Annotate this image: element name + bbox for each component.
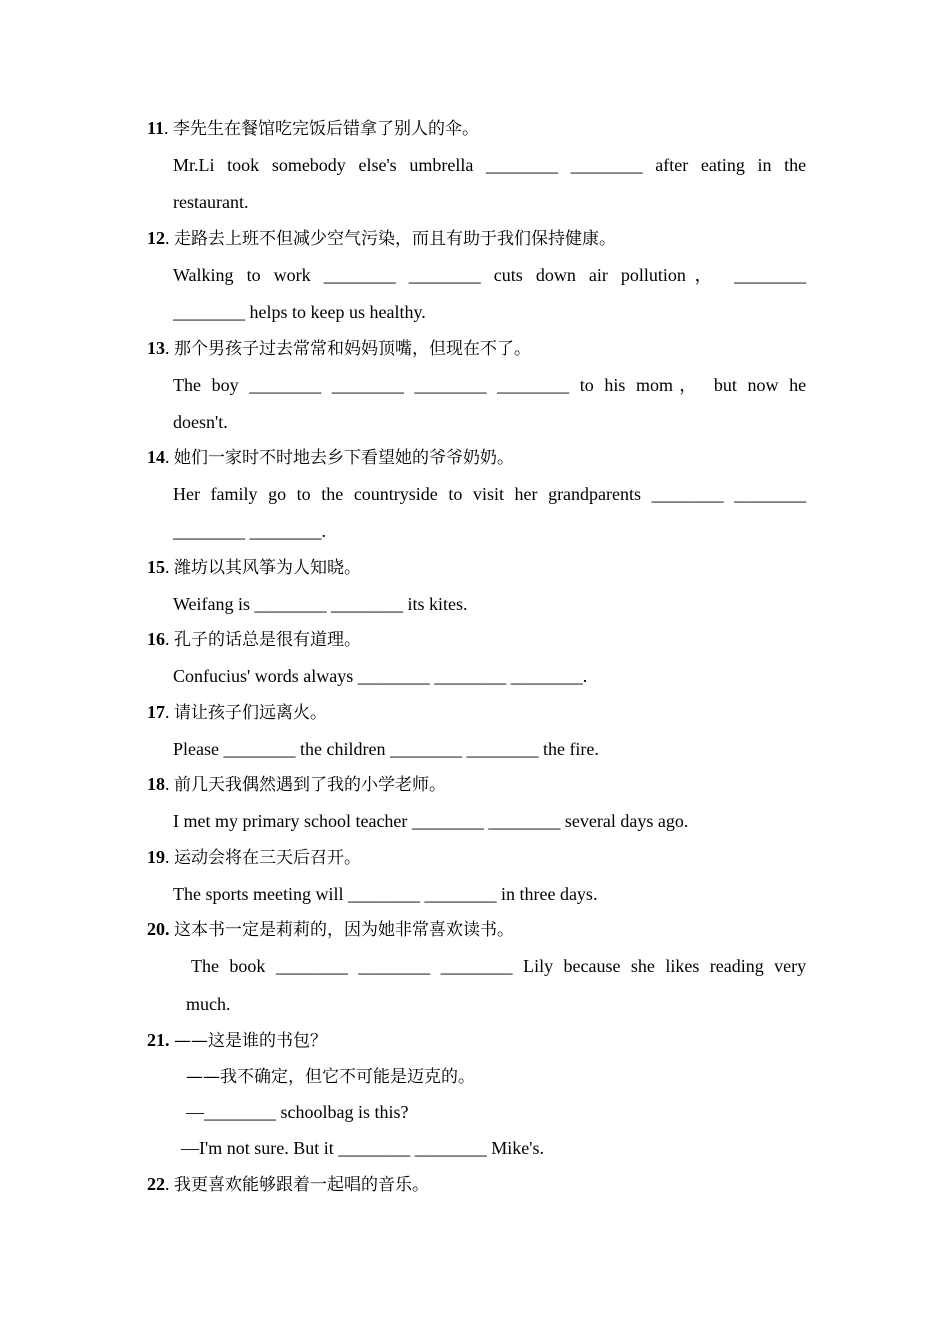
word: boy	[211, 375, 239, 395]
answer-blank: ________	[249, 375, 322, 395]
word: she	[630, 956, 655, 976]
question-20-english-line1	[191, 955, 806, 977]
question-chinese: 请让孩子们远离火。	[174, 703, 327, 723]
question-21-chinese-dialogue-2: ——我不确定，但它不可能是迈克的。	[186, 1067, 475, 1087]
answer-blank: ________	[570, 155, 643, 175]
answer-blank: ________	[275, 956, 348, 976]
question-chinese: 那个男孩子过去常常和妈妈顶嘴，但现在不了。	[174, 339, 531, 359]
question-number: 22	[147, 1174, 165, 1194]
word: cuts	[493, 265, 523, 285]
question-number: 18	[147, 774, 165, 794]
word: he	[789, 375, 807, 395]
word: Lily	[523, 956, 554, 976]
question-number: 16	[147, 629, 165, 649]
word: very	[774, 956, 807, 976]
question-number: 15	[147, 557, 165, 577]
question-chinese: 这本书一定是莉莉的，因为她非常喜欢读书。	[174, 920, 514, 940]
question-number: 13	[147, 338, 165, 358]
question-chinese: 潍坊以其风筝为人知晓。	[174, 558, 361, 578]
question-17-title: 17. 请让孩子们远离火。	[147, 702, 327, 723]
question-21-english-dialogue-2: —I'm not sure. But it ________ ________ Mike's.	[181, 1138, 544, 1158]
answer-blank: ________	[331, 375, 404, 395]
word: to	[579, 375, 594, 395]
question-number: 17	[147, 702, 165, 722]
question-chinese: 李先生在餐馆吃完饭后错拿了别人的伞。	[173, 119, 480, 139]
question-14-english-line2: ________ ________.	[173, 521, 326, 541]
word: after	[655, 155, 689, 175]
word: umbrella	[409, 155, 474, 175]
word: mom，	[636, 375, 704, 395]
question-15-english: Weifang is ________ ________ its kites.	[173, 594, 468, 614]
question-16-title: 16. 孔子的话总是很有道理。	[147, 629, 361, 650]
word: in	[757, 155, 772, 175]
word: work	[273, 265, 311, 285]
word: to	[296, 484, 311, 504]
question-number: 11	[147, 118, 165, 138]
question-15-title: 15. 潍坊以其风筝为人知晓。	[147, 557, 361, 578]
word: her	[514, 484, 538, 504]
answer-blank: ________	[734, 484, 807, 504]
question-11-english-line2: restaurant.	[173, 192, 249, 212]
word: Walking	[173, 265, 234, 285]
answer-blank: ________	[440, 956, 513, 976]
word: family	[210, 484, 258, 504]
question-number: 12	[147, 228, 165, 248]
question-number: 21.	[147, 1030, 170, 1050]
question-12-english-line2: ________ helps to keep us healthy.	[173, 302, 426, 322]
question-chinese: 前几天我偶然遇到了我的小学老师。	[174, 775, 446, 795]
question-chinese-dialogue-1: ——这是谁的书包？	[174, 1031, 327, 1051]
question-chinese: 她们一家时不时地去乡下看望她的爷爷奶奶。	[174, 448, 514, 468]
question-13-title: 13. 那个男孩子过去常常和妈妈顶嘴，但现在不了。	[147, 338, 531, 359]
word: book	[229, 956, 266, 976]
question-20-english-line2: much.	[186, 994, 231, 1014]
question-number: 14	[147, 447, 165, 467]
answer-blank: ________	[734, 265, 807, 285]
question-chinese: 孔子的话总是很有道理。	[174, 630, 361, 650]
word: visit	[472, 484, 504, 504]
answer-blank: ________	[408, 265, 481, 285]
word: go	[268, 484, 287, 504]
answer-blank: ________	[358, 956, 431, 976]
word: his	[604, 375, 626, 395]
word: The	[173, 375, 201, 395]
question-22-title: 22. 我更喜欢能够跟着一起唱的音乐。	[147, 1174, 429, 1195]
question-18-title: 18. 前几天我偶然遇到了我的小学老师。	[147, 774, 446, 795]
question-19-title: 19. 运动会将在三天后召开。	[147, 847, 361, 868]
question-14-title: 14. 她们一家时不时地去乡下看望她的爷爷奶奶。	[147, 447, 514, 468]
word: else's	[358, 155, 397, 175]
word: the	[321, 484, 344, 504]
question-19-english: The sports meeting will ________ ________ in three days.	[173, 884, 598, 904]
word: because	[563, 956, 621, 976]
question-chinese: 走路去上班不但减少空气污染，而且有助于我们保持健康。	[174, 229, 616, 249]
question-12-title: 12. 走路去上班不但减少空气污染，而且有助于我们保持健康。	[147, 228, 616, 249]
answer-blank: ________	[485, 155, 558, 175]
question-16-english: Confucius' words always ________ ________ ________.	[173, 666, 588, 686]
word: The	[191, 956, 219, 976]
word: countryside	[353, 484, 438, 504]
word: air	[588, 265, 608, 285]
word: pollution，	[620, 265, 722, 285]
word: Mr.Li	[173, 155, 215, 175]
word: grandparents	[548, 484, 642, 504]
question-11-title: 11. 李先生在餐馆吃完饭后错拿了别人的伞。	[147, 118, 480, 139]
question-13-english-line1	[173, 374, 806, 396]
word: eating	[700, 155, 745, 175]
word: the	[784, 155, 807, 175]
word: took	[227, 155, 260, 175]
word: somebody	[271, 155, 346, 175]
question-number: 19	[147, 847, 165, 867]
question-chinese: 运动会将在三天后召开。	[174, 848, 361, 868]
answer-blank: ________	[497, 375, 570, 395]
word: to	[246, 265, 261, 285]
question-20-title	[147, 918, 514, 941]
question-11-english-line1	[173, 154, 806, 176]
word: Her	[173, 484, 200, 504]
answer-blank: ________	[323, 265, 396, 285]
answer-blank: ________	[414, 375, 487, 395]
question-18-english: I met my primary school teacher ________ ________ several days ago.	[173, 811, 689, 831]
word: to	[448, 484, 463, 504]
word: but	[713, 375, 737, 395]
word: down	[535, 265, 576, 285]
question-17-english: Please ________ the children ________ ________ the fire.	[173, 739, 599, 759]
word: reading	[709, 956, 764, 976]
question-14-english-line1	[173, 483, 806, 505]
answer-blank: ________	[651, 484, 724, 504]
question-13-english-line2: doesn't.	[173, 412, 228, 432]
question-21-title	[147, 1029, 327, 1052]
word: now	[747, 375, 779, 395]
question-21-english-dialogue-1: —________ schoolbag is this?	[186, 1102, 409, 1122]
question-number: 20.	[147, 919, 170, 939]
question-chinese: 我更喜欢能够跟着一起唱的音乐。	[174, 1175, 429, 1195]
word: likes	[665, 956, 700, 976]
question-12-english-line1	[173, 264, 806, 286]
